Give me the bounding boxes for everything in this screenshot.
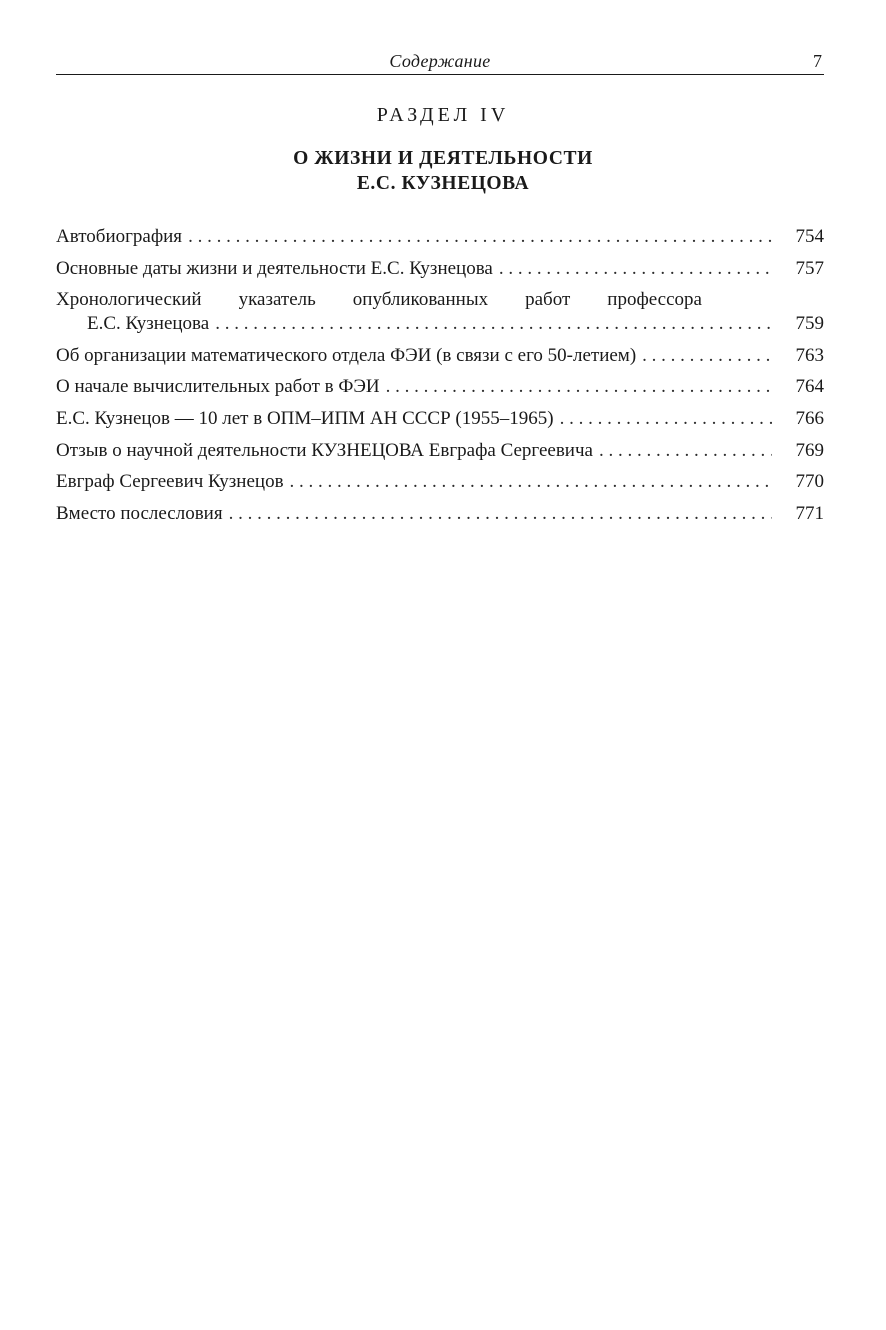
toc-entry-word: опубликованных xyxy=(352,289,489,311)
toc-entry-title: Основные даты жизни и деятельности Е.С. Кузнецова xyxy=(56,257,493,279)
toc-entry-title: Автобиография xyxy=(56,226,183,247)
toc-entry[interactable] xyxy=(56,375,824,399)
toc-entry[interactable] xyxy=(56,225,824,249)
toc-entry[interactable] xyxy=(56,288,824,336)
toc-entry-page: 771 xyxy=(795,502,824,524)
toc-entry-title: Евграф Сергеевич Кузнецов xyxy=(56,471,284,493)
section-label: РАЗДЕЛ IV xyxy=(376,104,510,126)
dot-leader xyxy=(223,502,772,526)
toc-entry[interactable] xyxy=(56,470,824,494)
toc-entry[interactable] xyxy=(56,502,824,526)
dot-leader xyxy=(284,470,772,494)
toc-entry-title: О начале вычислительных работ в ФЭИ xyxy=(56,376,380,398)
running-head xyxy=(56,50,824,75)
dot-leader xyxy=(554,407,772,431)
dot-leader xyxy=(209,312,772,336)
running-head-title: Содержание xyxy=(389,51,491,71)
toc-entry-title-line-1 xyxy=(56,288,702,312)
toc-entry[interactable] xyxy=(56,407,824,431)
toc-entry-page: 766 xyxy=(795,407,824,429)
page-number: 7 xyxy=(813,51,822,71)
section-title-line-1: О ЖИЗНИ И ДЕЯТЕЛЬНОСТИ xyxy=(293,148,593,169)
toc-entry-page: 754 xyxy=(795,226,824,247)
toc-entry[interactable] xyxy=(56,344,824,368)
toc-entry-title: Е.С. Кузнецов — 10 лет в ОПМ–ИПМ АН СССР (1955–1965) xyxy=(56,407,554,429)
dot-leader xyxy=(493,257,772,281)
section-title-line-2: Е.С. КУЗНЕЦОВА xyxy=(356,173,530,194)
toc-entry-page: 769 xyxy=(795,439,824,461)
toc-entry-page: 764 xyxy=(795,376,824,398)
toc-entry-word: работ xyxy=(525,289,571,311)
dot-leader xyxy=(593,439,772,463)
toc-entry[interactable] xyxy=(56,439,824,463)
toc-entry-page: 763 xyxy=(795,344,824,366)
toc-entry-page: 757 xyxy=(795,257,824,279)
dot-leader xyxy=(636,344,772,368)
toc-entry-page: 759 xyxy=(795,313,824,335)
toc-entry-word: Хронологический xyxy=(56,289,202,311)
dot-leader xyxy=(182,225,772,249)
toc-entry-page: 770 xyxy=(795,471,824,493)
toc-entry[interactable] xyxy=(56,257,824,281)
toc-entry-word: профессора xyxy=(607,289,702,311)
section-title xyxy=(0,146,886,196)
dot-leader xyxy=(380,375,772,399)
toc-entry-word: указатель xyxy=(238,289,316,311)
toc-entry-title: Отзыв о научной деятельности КУЗНЕЦОВА Евграфа Сергеевича xyxy=(56,439,593,461)
table-of-contents xyxy=(56,225,824,533)
toc-entry-title: Вместо послесловия xyxy=(56,502,223,524)
toc-entry-title: Об организации математического отдела ФЭИ (в связи с его 50-летием) xyxy=(56,344,637,366)
toc-entry-title-continuation: Е.С. Кузнецова xyxy=(87,313,210,335)
